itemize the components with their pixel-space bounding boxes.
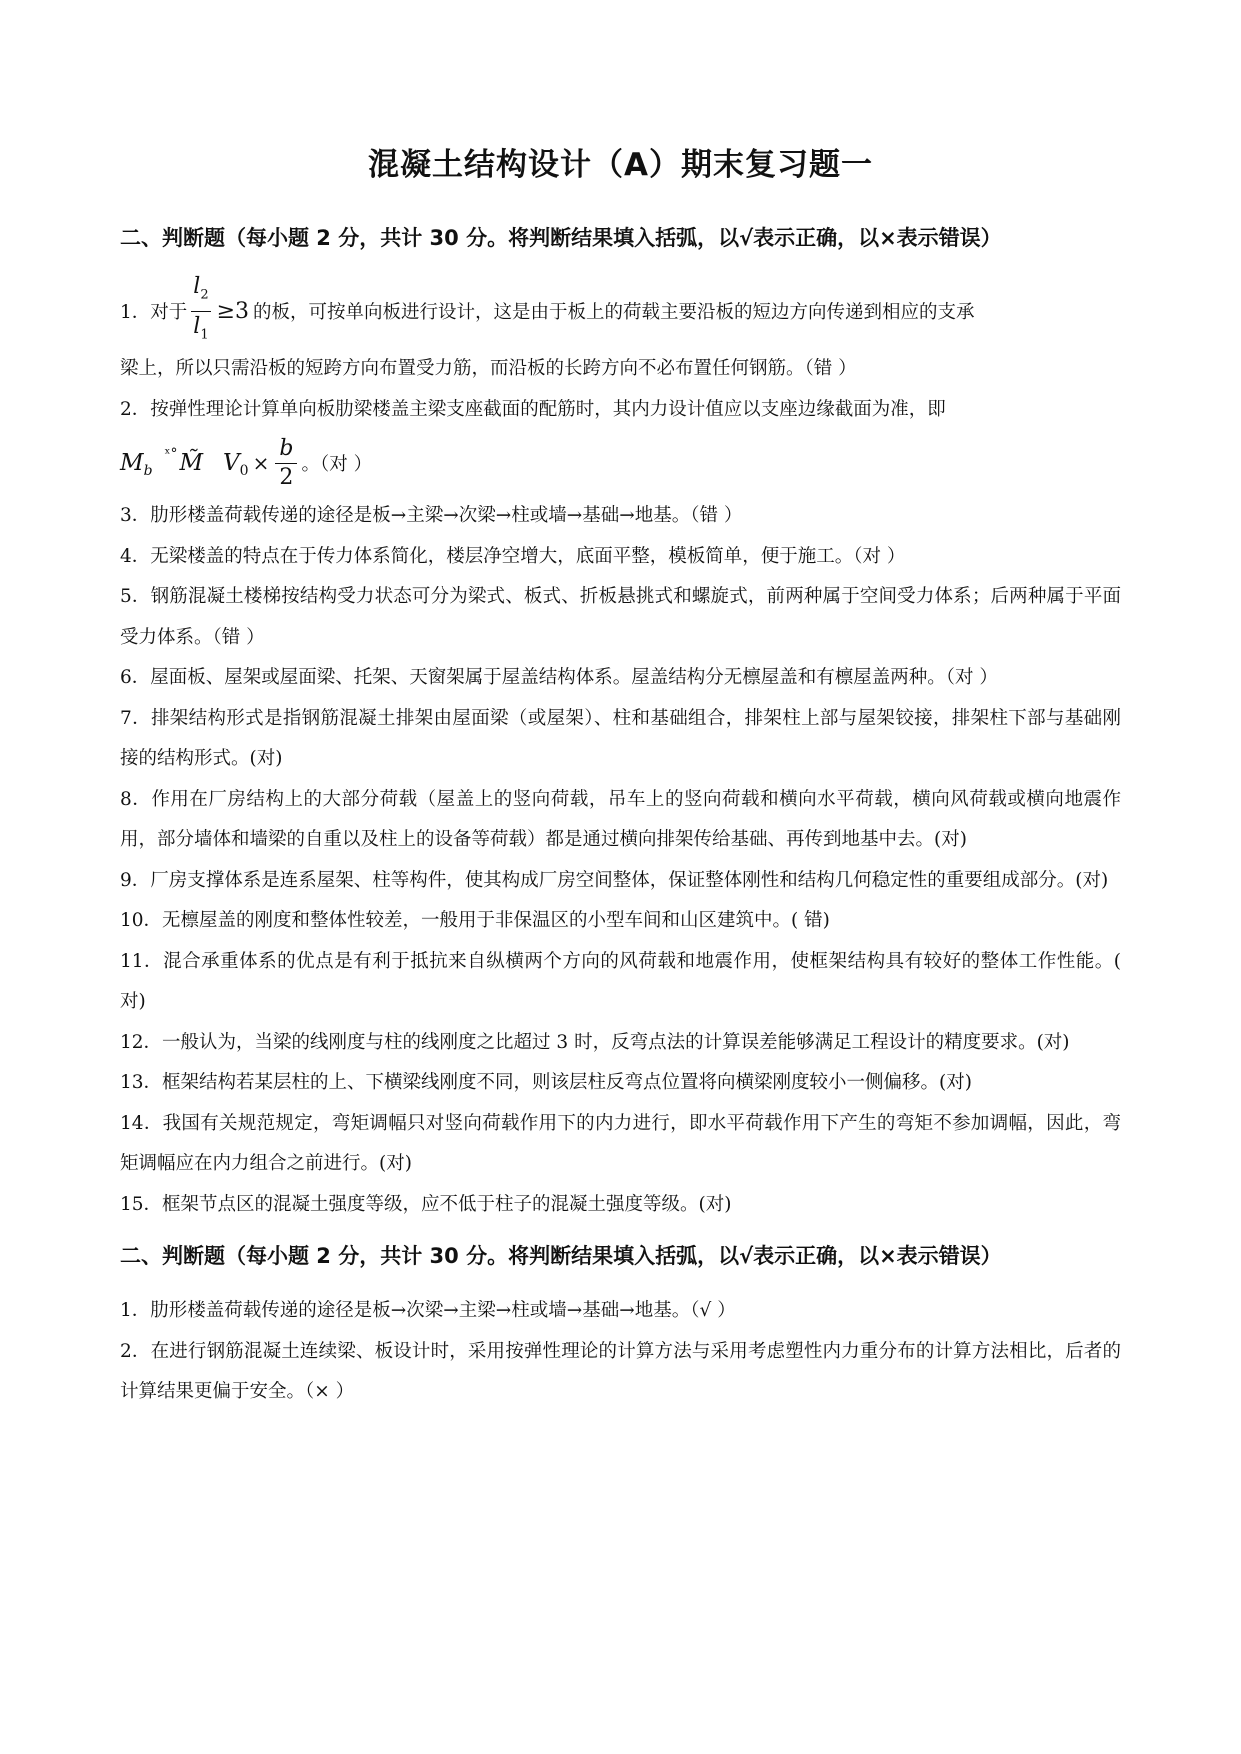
- denominator-var: l: [193, 313, 201, 339]
- question-15: 15．框架节点区的混凝土强度等级，应不低于柱子的混凝土强度等级。(对): [120, 1193, 732, 1215]
- fraction-2: 2: [279, 464, 294, 490]
- question-13: 13．框架结构若某层柱的上、下横梁线刚度不同，则该层柱反弯点位置将向横梁刚度较小一侧偏移。(对): [120, 1072, 972, 1093]
- fraction-b-over-2: [275, 435, 297, 492]
- question-9: 9．厂房支撑体系是连系屋架、柱等构件，使其构成厂房空间整体，保证整体刚性和结构几何稳定性的重要组成部分。(对): [120, 869, 1109, 891]
- formula-m: M: [120, 450, 144, 476]
- formula-m-tilde: M̃: [179, 450, 204, 476]
- question-1-line-1: [120, 273, 1121, 349]
- question-3: 3．肋形楼盖荷载传递的途径是板→主梁→次梁→柱或墙→基础→地基。（错 ）: [120, 505, 743, 526]
- question-10: 10．无檩屋盖的刚度和整体性较差，一般用于非保温区的小型车间和山区建筑中。( 错): [120, 910, 830, 931]
- formula-v: V: [223, 450, 240, 476]
- question-1-line-1-rest: 的板，可按单向板进行设计，这是由于板上的荷载主要沿板的短边方向传递到相应的支承: [253, 302, 975, 323]
- question-2: [120, 390, 1121, 497]
- question-11: 11．混合承重体系的优点是有利于抵抗来自纵横两个方向的风荷载和地震作用，使框架结构具有较好的整体工作性能。( 对): [120, 950, 1121, 1012]
- fraction-numerator: [191, 272, 210, 311]
- section-heading-1: 二、判断题（每小题 2 分，共计 30 分。将判断结果填入括弧，以√表示正确，以×表示错误）: [120, 226, 1002, 250]
- question-14: 14．我国有关规范规定，弯矩调幅只对竖向荷载作用下的内力进行，即水平荷载作用下产生的弯矩不参加调幅，因此，弯矩调幅应在内力组合之前进行。(对): [120, 1112, 1121, 1174]
- question-7: 7．排架结构形式是指钢筋混凝土排架由屋面梁（或屋架）、柱和基础组合，排架柱上部与屋架铰接，排架柱下部与基础刚接的结构形式。(对): [120, 707, 1121, 769]
- question-4: 4．无梁楼盖的特点在于传力体系简化，楼层净空增大，底面平整，模板简单，便于施工。（对 ）: [120, 545, 906, 567]
- numerator-sub: 2: [200, 287, 209, 303]
- fraction-b: b: [275, 435, 297, 464]
- question-5: 5．钢筋混凝土楼梯按结构受力状态可分为梁式、板式、折板悬挑式和螺旋式，前两种属于空间受力体系；后两种属于平面受力体系。（错 ）: [120, 586, 1121, 648]
- fraction-denominator: [193, 312, 208, 350]
- question-8: 8．作用在厂房结构上的大部分荷载（屋盖上的竖向荷载，吊车上的竖向荷载和横向水平荷载，横向风荷载或横向地震作用，部分墙体和墙梁的自重以及柱上的设备等荷载）都是通过横向排架传给基础、再传到地基中去。(对): [120, 788, 1121, 850]
- question-2-formula: [120, 430, 1121, 496]
- question-6: 6．屋面板、屋架或屋面梁、托架、天窗架属于屋盖结构体系。屋盖结构分无檩屋盖和有檩屋盖两种。（对 ）: [120, 667, 998, 688]
- question-1-line-2: 梁上，所以只需沿板的短跨方向布置受力筋，而沿板的长跨方向不必布置任何钢筋。（错 ）: [120, 358, 857, 379]
- document-title: 混凝土结构设计（A）期末复习题一: [368, 147, 873, 183]
- formula-times: ×: [252, 451, 270, 475]
- question-1: [120, 273, 1121, 390]
- denominator-sub: 1: [200, 326, 209, 342]
- formula-garbled-symbol: ˣ°: [164, 446, 178, 462]
- question-2-line-1: 2．按弹性理论计算单向板肋梁楼盖主梁支座截面的配筋时，其内力设计值应以支座边缘截面为准，即: [120, 398, 946, 420]
- question-1-prefix: 1．对于: [120, 302, 188, 323]
- section-2-question-1: 1．肋形楼盖荷载传递的途径是板→次梁→主梁→柱或墙→基础→地基。（√ ）: [120, 1300, 736, 1321]
- section-2-question-2: 2．在进行钢筋混凝土连续梁、板设计时，采用按弹性理论的计算方法与采用考虑塑性内力重分布的计算方法相比，后者的计算结果更偏于安全。（× ）: [120, 1340, 1121, 1402]
- ge-three: ≥3: [216, 298, 250, 324]
- question-12: 12．一般认为，当梁的线刚度与柱的线刚度之比超过 3 时，反弯点法的计算误差能够满足工程设计的精度要求。(对): [120, 1031, 1070, 1053]
- question-2-tail: 。（对 ）: [301, 454, 373, 475]
- numerator-var: l: [193, 274, 201, 300]
- formula-m-sub: b: [143, 463, 153, 479]
- formula-v-sub: 0: [239, 463, 249, 479]
- formula-m-b: [120, 435, 301, 492]
- fraction-l2-over-l1: [191, 272, 210, 350]
- section-heading-2: 二、判断题（每小题 2 分，共计 30 分。将判断结果填入括弧，以√表示正确，以×表示错误）: [120, 1244, 1002, 1268]
